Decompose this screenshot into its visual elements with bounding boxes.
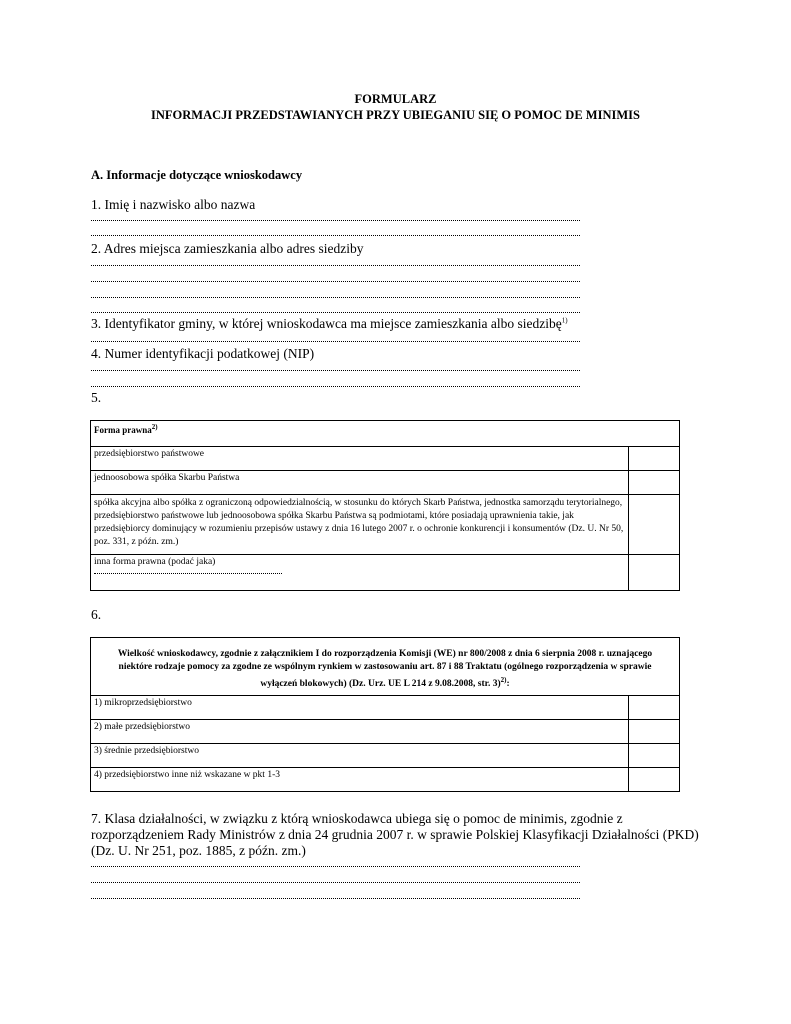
question-2-answer-line-1[interactable] (91, 259, 580, 266)
question-4-answer-line-2[interactable] (91, 380, 580, 387)
question-6-label: 6. (91, 607, 102, 622)
question-2-answer-line-2[interactable] (91, 275, 580, 282)
question-1-answer-line-1[interactable] (91, 214, 580, 221)
question-2-label: 2. Adres miejsca zamieszkania albo adres siedziby (91, 241, 364, 256)
enterprise-size-option-label: 3) średnie przedsiębiorstwo (91, 744, 629, 768)
question-4-label: 4. Numer identyfikacji podatkowej (NIP) (91, 346, 315, 361)
question-1-answer-line-2[interactable] (91, 229, 580, 236)
form-title: FORMULARZ (354, 92, 437, 106)
enterprise-size-table (90, 637, 680, 792)
question-1-label: 1. Imię i nazwisko albo nazwa (91, 197, 256, 212)
question-2-answer-line-4[interactable] (91, 306, 580, 313)
question-7-answer-line-1[interactable] (91, 860, 580, 867)
section-a-heading: A. Informacje dotyczące wnioskodawcy (91, 168, 303, 182)
question-7-answer-line-3[interactable] (91, 892, 580, 899)
legal-form-option-other (91, 555, 629, 591)
enterprise-size-header: Wielkość wnioskodawcy, zgodnie z załącznikiem I do rozporządzenia Komisji (WE) nr 800/2008 z dnia 6 sierpnia 2008 r. uznającego niektóre rodzaje pomocy za zgodne ze wspólnym rynkiem w zastosowaniu art. 87 i 88 Traktatu (ogólnego rozporządzenia w sprawie wyłączeń blokowych) (Dz. Urz. UE L 214 z 9.08.2008, str. 3)$^{2)}$: (91, 638, 680, 696)
form-subtitle: INFORMACJI PRZEDSTAWIANYCH PRZY UBIEGANIU SIĘ O POMOC DE MINIMIS (151, 108, 640, 122)
legal-form-checkbox[interactable] (629, 495, 680, 555)
legal-form-option-label: spółka akcyjna albo spółka z ograniczoną odpowiedzialnością, w stosunku do których Skarb Państwa, jednostka samorządu terytorialnego, przedsiębiorstwo państwowe lub jednoosobowa spółka Skarbu Państwa są podmiotami, które posiadają uprawnienia takie, jak przedsiębiorcy dominujący w rozumieniu przepisów ustawy z dnia 16 lutego 2007 r. o ochronie konkurencji i konsumentów (Dz. U. Nr 50, poz. 331, z późn. zm.) (91, 495, 629, 555)
question-3-label: 3. Identyfikator gminy, w której wnioskodawca ma miejsce zamieszkania albo siedzibę$^{1)}$ (91, 316, 568, 331)
enterprise-size-checkbox[interactable] (629, 720, 680, 744)
legal-form-checkbox[interactable] (629, 555, 680, 591)
question-3-answer-line[interactable] (91, 335, 580, 342)
question-7-label: 7. Klasa działalności, w związku z którą wnioskodawca ubiega się o pomoc de minimis, zgodnie z rozporządzeniem Rady Ministrów z dnia 24 grudnia 2007 r. w sprawie Polskiej Klasyfikacji Działalności (PKD) (Dz. U. Nr 251, poz. 1885, z późn. zm.) (91, 811, 699, 858)
enterprise-size-option-label: 4) przedsiębiorstwo inne niż wskazane w pkt 1-3 (91, 768, 629, 792)
legal-form-other-input[interactable] (94, 567, 625, 577)
question-7-answer-line-2[interactable] (91, 876, 580, 883)
question-2-answer-line-3[interactable] (91, 291, 580, 298)
enterprise-size-checkbox[interactable] (629, 744, 680, 768)
question-4-answer-line-1[interactable] (91, 364, 580, 371)
legal-form-option-label: przedsiębiorstwo państwowe (91, 447, 629, 471)
legal-form-checkbox[interactable] (629, 447, 680, 471)
enterprise-size-option-label: 2) małe przedsiębiorstwo (91, 720, 629, 744)
enterprise-size-checkbox[interactable] (629, 696, 680, 720)
legal-form-option-label: jednoosobowa spółka Skarbu Państwa (91, 471, 629, 495)
question-5-label: 5. (91, 390, 102, 405)
legal-form-table (90, 420, 680, 591)
legal-form-option-label: inna forma prawna (podać jaka) (94, 557, 216, 567)
legal-form-checkbox[interactable] (629, 471, 680, 495)
enterprise-size-option-label: 1) mikroprzedsiębiorstwo (91, 696, 629, 720)
enterprise-size-checkbox[interactable] (629, 768, 680, 792)
legal-form-header: Forma prawna$^{2)}$ (91, 421, 680, 447)
